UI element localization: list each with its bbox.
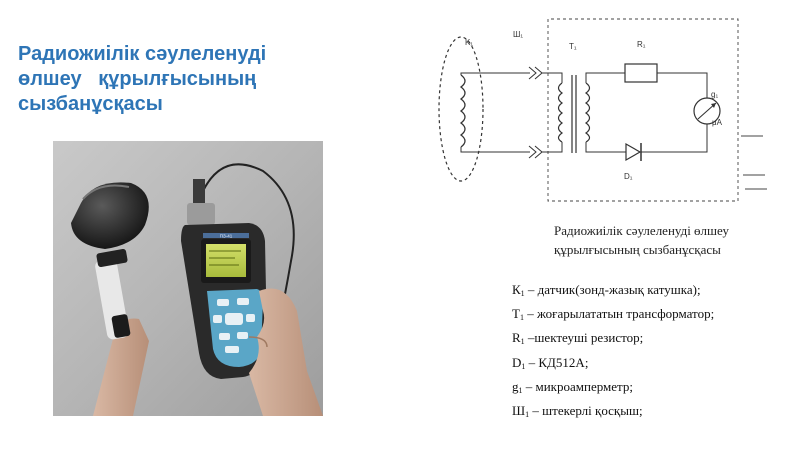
legend-item: $D_1 - КД512А$; — [512, 354, 589, 371]
label-g1: g₁ — [711, 90, 719, 99]
circuit-diagram-svg — [425, 15, 785, 215]
label-microampere: μA — [712, 118, 722, 127]
diagram-caption — [554, 221, 774, 259]
slide-title — [18, 42, 338, 117]
device-photo-image — [53, 141, 323, 416]
transformer-secondary — [586, 83, 590, 142]
title-line-1: Радиожиілік сәулеленуді — [18, 43, 267, 65]
connector-bottom — [529, 146, 542, 158]
diode-d1 — [626, 143, 641, 161]
legend-item: $R_1$ –шектеуші резистор; — [512, 330, 644, 347]
title-line-2: өлшеу құрылғысының — [18, 68, 257, 90]
component-legend — [512, 280, 714, 425]
label-r1: R₁ — [637, 40, 646, 49]
connector-top — [529, 67, 542, 79]
transformer-primary — [559, 83, 563, 142]
label-t1: T₁ — [569, 42, 577, 51]
caption-line-1: Радиожиілік сәулеленуді өлшеу — [554, 223, 730, 238]
circuit-diagram — [425, 15, 785, 215]
legend-item: $Т_1$ – жоғарылататын трансформатор; — [512, 306, 715, 323]
label-sh1: Ш₁ — [513, 30, 524, 39]
label-d1: D₁ — [624, 172, 633, 181]
legend-item: $К_1$ – датчик(зонд-жазық катушка); — [512, 282, 701, 298]
probe-coil — [461, 75, 465, 147]
title-line-3: сызбанұсқасы — [18, 93, 163, 115]
probe-ellipse — [439, 37, 483, 181]
device-brand-label: ПЗ-41 — [219, 233, 233, 239]
resistor-r1 — [625, 64, 657, 82]
legend-item: $Ш_1$ – штекерлі қосқыш; — [512, 403, 643, 420]
caption-line-2: құрылғысының сызбанұсқасы — [554, 242, 721, 257]
legend-item: $g_1$ – микроамперметр; — [512, 378, 633, 395]
label-k1: K₁ — [465, 38, 474, 47]
device-photo — [53, 141, 323, 416]
